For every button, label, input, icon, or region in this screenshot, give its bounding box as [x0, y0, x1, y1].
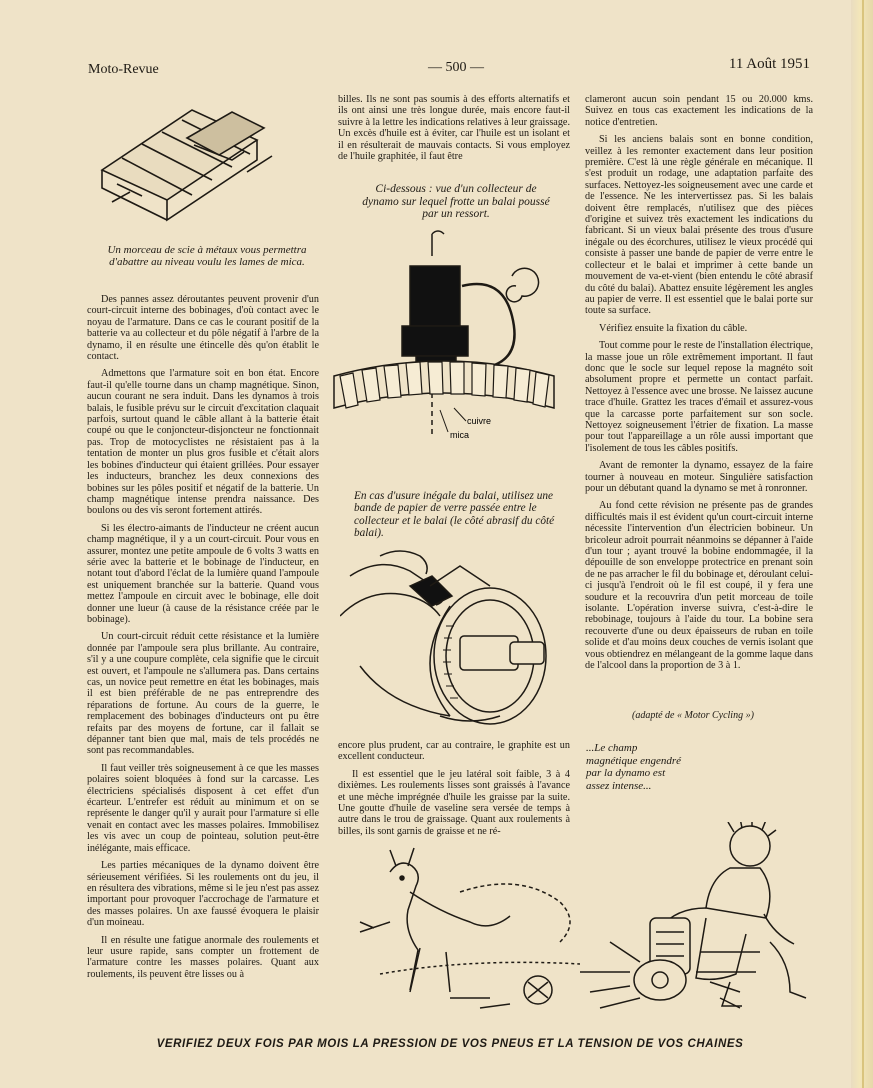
paragraph: Au fond cette révision ne présente pas de grandes difficultés mais il est évident qu'un court-circuit interne nécessite l'intervention d'un électricien bobineur. Un bricoleur adroit pourrait néanmoins se dépanner à l'aide d'un tour ; ayant trouvé la bobine endommagée, il la dépouille de son enveloppe protectrice en prenant soin de ne pas arracher le fil du bobinage et, déroulant celui-ci jusqu'à l'endroit où le fil est coupé, il y fera une soudure et la recouvrira d'un petit morceau de toile isolante. L'opération inverse suivra, c'est-à-dire le rebobinage, toujours à l'aide du tour. La bobine sera recouverte d'une ou deux épaisseurs de ruban en toile solide et d'au moins deux couches de vernis isolant que vous obtiendrez en mélangeant de la gomme laque dans de l'alcool dans la proportion de 3 à 1.	[585, 500, 813, 672]
saw-illustration	[82, 100, 322, 240]
paragraph: Un court-circuit réduit cette résistance et la lumière donnée par l'ampoule sera plus brillante. Au contraire, s'il y a une coupure complète, cela signifie que le circuit est ouvert, et l'ampoule ne s'allumera pas. Dans certains cas, un novice peut remettre en état les bobinages, mais il est bien préférable de ne pas entreprendre des réparations de fortune. Au cours de la guerre, le remplacement des bobinages d'inducteurs ont pu être refaits par des moyens de fortune, car il fallait se dépanner tant bien que mal, mais de tels procédés ne sont pas recommandables.	[87, 631, 319, 757]
paragraph: Il faut veiller très soigneusement à ce que les masses polaires soient bloquées à fond sur la carcasse. Les électriciens spécialisés disposent à cet effet d'un écarteur. L'entrefer est réduit au minimum et on se représente le danger qu'il y aurait pour l'armature si elle venait en contact avec les masses polaires. Immobilisez les vis avec un coup de pointeau, solution peut-être inélégante, mais efficace.	[87, 762, 319, 854]
page-edge-line	[862, 0, 864, 1088]
paragraph-fixation: Vérifiez ensuite la fixation du câble.	[599, 322, 748, 334]
source-credit: (adapté de « Motor Cycling »)	[632, 710, 754, 721]
paragraph: Avant de remonter la dynamo, essayez de la faire tourner à nouveau en moteur. Singulière satisfaction pour un débutant quand la dynamo se met à ronronner.	[585, 460, 813, 494]
column-3	[585, 94, 813, 678]
paragraph: Si les anciens balais sont en bonne condition, veillez à les remonter exactement dans leur position première. C'est là une règle générale en mécanique. Il s'est produit un rodage, une adaptation parfaite des surfaces. Nettoyez-les soigneusement avec une carde et de l'essence. Ne les intervertissez pas. Si les balais doivent être remplacés, n'utilisez que des pièces d'origine et suivez très exactement les indications du fabricant. Si un vieux balai présente des trous d'usure inégale ou des écorchures, utilisez le vieux procédé qui consiste à passer une bande de papier de verre entre le collecteur et le balai et imprimer à cette bande un mouvement de va-et-vient (bien entendu le côté abrasif du côté du balai). Abattez ensuite légèrement les angles au papier de verre. Il est essentiel que le balai porte sur toute sa surface.	[585, 134, 813, 317]
paragraph: Si les électro-aimants de l'inducteur ne créent aucun champ magnétique, il y a un court-circuit. Pour vous en assurer, montez une petite ampoule de 6 volts 3 watts en série avec la batterie et le bobinage de l'inducteur, en notant tout d'abord l'éclat de la lumière quand l'ampoule est uniquement branchée sur la batterie. Quand vous mettez l'ampoule en circuit avec le bobinage, elle doit donner une lueur (à cause de la résistance créée par le bobinage).	[87, 522, 319, 625]
issue-date: 11 Août 1951	[728, 56, 810, 72]
paragraph: Des pannes assez déroutantes peuvent provenir d'un court-circuit interne des bobinages, d'où contact avec le noyau de l'armature. Dans ce cas le courant positif de la batterie va au collecteur et du pôle négatif à l'arbre de la dynamo, il en résulte une étincelle dès qu'on établit le contact.	[87, 294, 319, 363]
column-2-top	[338, 94, 570, 168]
paragraph: Il en résulte une fatigue anormale des roulements et leur usure rapide, sans compter un frottement de l'armature contre les masses polaires. Quant aux roulements, ils peuvent être lisses ou à	[87, 934, 319, 980]
paragraph: encore plus prudent, car au contraire, le graphite est un excellent conducteur.	[338, 740, 570, 763]
sandpaper-hand-illustration	[340, 546, 565, 736]
publication-name: Moto-Revue	[88, 62, 159, 77]
column-1	[87, 294, 319, 986]
paragraph: Admettons que l'armature soit en bon état. Encore faut-il qu'elle tourne dans un champ magnétique. Sinon, aucun courant ne sera induit. Dans les dynamos à trois balais, le fusible prévu sur le circuit d'excitation claquait parfois, surtout quand le câble allant à la batterie était coupé ou que le conjoncteur-disjoncteur ne fonctionnait pas. Trop de motocyclistes ne résistaient pas à la tentation de monter un plus gros fusible et c'était alors les bobines d'inducteur qui étaient grillées. Pour essayer les inducteurs, branchez les deux connexions des bobines sur les pôles positif et négatif de la batterie. Un champ magnétique intense prendra naissance. Des boulons ou des vis seront fortement attirés.	[87, 368, 319, 517]
footer-banner: VERIFIEZ DEUX FOIS PAR MOIS LA PRESSION DE VOS PNEUS ET LA TENSION DE VOS CHAINES	[156, 1038, 744, 1050]
commutator-brush-illustration	[332, 226, 572, 476]
caption-sandpaper: En cas d'usure inégale du balai, utilisez une bande de papier de verre passée entre le collecteur et le balai (le côté abrasif du côté balai).	[354, 490, 555, 539]
paragraph: Tout comme pour le reste de l'installation électrique, la masse joue un rôle extrêmement important. Il faut donc que le socle sur lequel repose la magnéto soit absolument propre et permette un contact parfait. Nettoyez à l'essence avec une brosse. Ne laissez aucune trace d'huile. Grattez les traces d'émail et assurez-vous que la carcasse porte parfaitement sur son socle. Nettoyez soigneusement l'étrier de fixation. La masse pour tout l'appareillage a un rôle aussi important que l'isolement de tous les câbles positifs.	[585, 340, 813, 454]
caption-brush: Ci-dessous : vue d'un collecteur de dynamo sur lequel frotte un balai poussé par un ressort.	[362, 183, 550, 221]
cartoon-illustration	[350, 822, 830, 1022]
label-cuivre: cuivre	[467, 416, 492, 426]
paragraph: billes. Ils ne sont pas soumis à des efforts alternatifs et ils ont ainsi une très longue durée, mais encore faut-il suivre à la lettre les indications relatives à leur graissage. Un excès d'huile est à éviter, car l'huile est un isolant et il en résulterait de mauvais contacts. Si vous employez de l'huile graphitée, il faut être	[338, 94, 570, 163]
caption-cartoon: ...Le champ magnétique engendré par la dynamo est assez intense...	[586, 742, 681, 792]
page-number: — 500 —	[428, 60, 484, 75]
page-header	[88, 56, 810, 82]
label-mica: mica	[450, 430, 470, 440]
paragraph: clameront aucun soin pendant 15 ou 20.000 kms. Suivez en tous cas exactement les indications de la notice d'entretien.	[585, 94, 813, 128]
caption-saw: Un morceau de scie à métaux vous permettra d'abattre au niveau voulu les lames de mica.	[107, 244, 307, 269]
paragraph: Il est essentiel que le jeu latéral soit faible, 3 à 4 dixièmes. Les roulements lisses sont graissés à l'avance et une mèche imprégnée d'huile les graisse par la suite. Une goutte d'huile de vaseline sera versée de temps à autre dans le trou de graissage. Quant aux roulements à billes, ils sont garnis de graisse et ne ré-	[338, 768, 570, 837]
paragraph: Les parties mécaniques de la dynamo doivent être sérieusement vérifiées. Si les roulements ont du jeu, il en résultera des vibrations, même si le jeu n'est pas assez important pour provoquer l'accrochage de l'armature et des masses polaires. Un axe faussé évoquera le plaisir d'un moineau.	[87, 860, 319, 929]
